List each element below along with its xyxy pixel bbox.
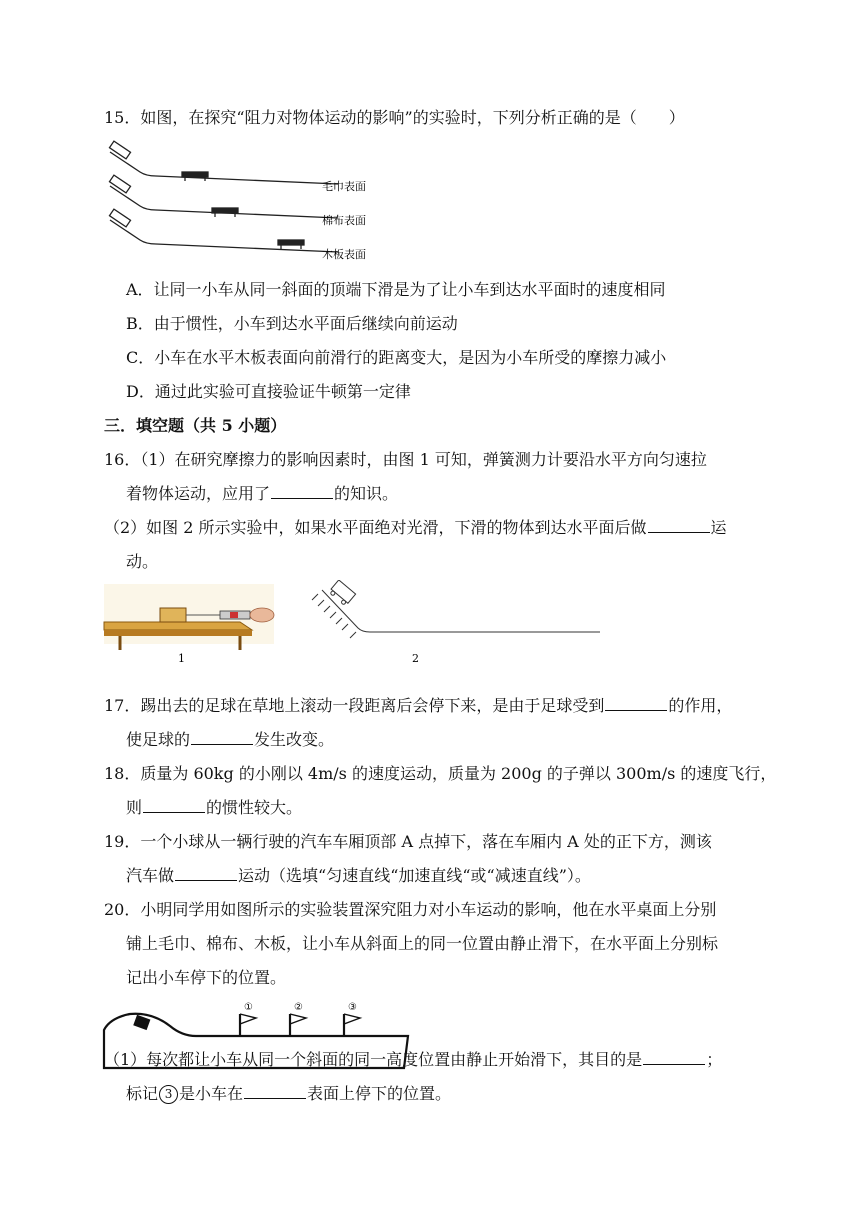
answer-blank[interactable] [175,866,237,881]
q20-text: 表面上停下的位置。 [307,1084,452,1103]
q16-text: 的知识。 [334,484,399,503]
q16-figure [100,580,605,666]
q20-text: ； [706,1050,723,1069]
q19-text: 汽车做 [126,866,175,885]
q15-option-a: A．让同一小车从同一斜面的顶端下滑是为了让小车到达水平面时的速度相同 [126,280,666,299]
answer-blank[interactable] [643,1050,705,1065]
section-title: 三．填空题（共 5 小题） [104,416,287,435]
q20-sub1-line1 [104,1050,722,1070]
q20-sub1-line2 [126,1084,451,1104]
figure-2-incline [312,580,600,638]
q19-text: 运动（选填“匀速直线“加速直线“或“减速直线”）。 [238,866,591,885]
flag-2-label: ② [294,1002,303,1013]
answer-blank[interactable] [143,798,205,813]
q17-text: 17．踢出去的足球在草地上滚动一段距离后会停下来，是由于足球受到 [104,696,605,715]
q15-option-c: C．小车在水平木板表面向前滑行的距离变大，是因为小车所受的摩擦力减小 [126,348,667,367]
circled-number-3: 3 [159,1085,178,1104]
figure-2-label: 2 [412,652,419,665]
q16-line1: 16．（1）在研究摩擦力的影响因素时，由图 1 可知，弹簧测力计要沿水平方向匀速拉 [104,450,707,469]
q17-line1 [104,696,732,716]
q16-text: 运 [710,518,727,537]
answer-blank[interactable] [271,484,333,499]
surface-label-cotton: 棉布表面 [322,214,366,227]
q20-text: （1）每次都让小车从同一个斜面的同一高度位置由静止开始滑下，其目的是 [104,1050,643,1069]
q16-line2 [126,484,398,504]
q16-text: （2）如图 2 所示实验中，如果水平面绝对光滑，下滑的物体到达水平面后做 [104,518,647,537]
q20-text: 是小车在 [179,1084,244,1103]
q19-line1: 19．一个小球从一辆行驶的汽车车厢顶部 A 点掉下，落在车厢内 A 处的正下方，测该 [104,832,712,851]
q17-text: 发生改变。 [254,730,335,749]
answer-blank[interactable] [191,730,253,745]
q17-text: 使足球的 [126,730,191,749]
q18-line1: 18．质量为 60kg 的小刚以 4m/s 的速度运动，质量为 200g 的子弹以 300m/s 的速度飞行， [104,764,777,783]
q20-line2: 铺上毛巾、棉布、木板，让小车从斜面上的同一位置由静止滑下，在水平面上分别标 [126,934,719,953]
figure-1-label: 1 [178,652,185,665]
q19-line2 [126,866,591,886]
q18-text: 则 [126,798,143,817]
q17-text: 的作用， [668,696,733,715]
q16-line4: 动。 [126,552,159,571]
answer-blank[interactable] [648,518,710,533]
answer-blank[interactable] [244,1084,306,1099]
q20-line1: 20．小明同学用如图所示的实验装置深究阻力对小车运动的影响，他在水平桌面上分别 [104,900,717,919]
q17-line2 [126,730,334,750]
surface-label-towel: 毛巾表面 [322,180,366,193]
flag-1-label: ① [244,1002,253,1013]
answer-blank[interactable] [605,696,667,711]
q15-option-d: D．通过此实验可直接验证牛顿第一定律 [126,382,411,401]
q16-line3 [104,518,727,538]
flag-3-label: ③ [348,1002,357,1013]
q15-stem: 15．如图，在探究“阻力对物体运动的影响”的实验时，下列分析正确的是（ ） [104,108,685,127]
q15-option-b: B．由于惯性，小车到达水平面后继续向前运动 [126,314,458,333]
q18-text: 的惯性较大。 [206,798,303,817]
q18-line2 [126,798,302,818]
q20-line3: 记出小车停下的位置。 [126,968,287,987]
q15-figure [100,140,370,262]
q16-text: 着物体运动，应用了 [126,484,271,503]
figure-1-table [104,584,274,650]
q20-text: 标记 [126,1084,159,1103]
surface-label-wood: 木板表面 [322,248,366,261]
